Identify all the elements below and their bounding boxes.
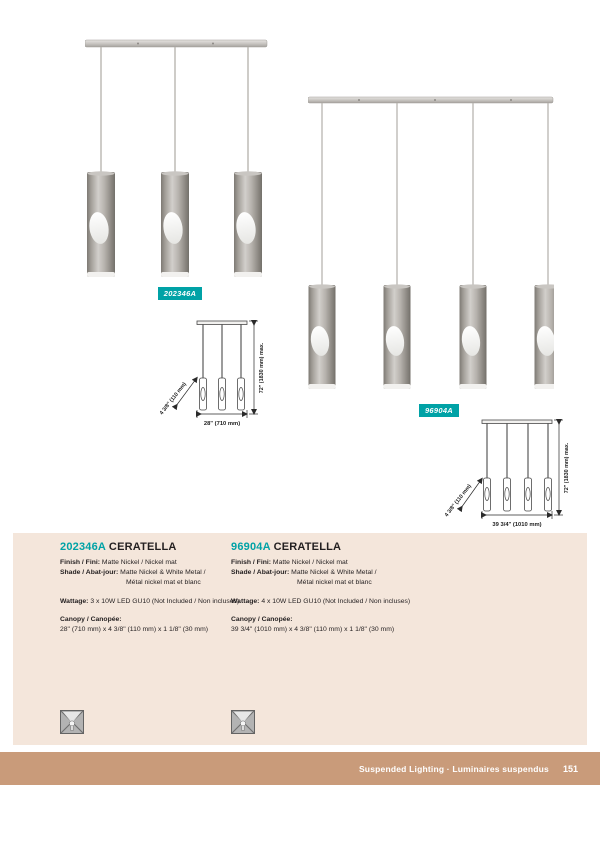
depth-dimension-label: 4 3/8" (110 mm) [443, 483, 473, 519]
gu10-lamp-icon [231, 710, 255, 734]
canopy-label: Canopy / Canopée: [60, 616, 122, 624]
pendant-shade [309, 284, 336, 389]
diagram-canopy-bar [482, 420, 552, 424]
width-dimension [482, 511, 552, 519]
wattage-value: 4 x 10W LED GU10 (Not Included / Non incluses) [261, 597, 411, 605]
footer-section-title: Suspended Lighting · Luminaires suspendus [358, 763, 549, 774]
spec-panel [13, 533, 587, 745]
height-dimension [554, 420, 563, 515]
wattage-value: 3 x 10W LED GU10 (Not Included / Non incluses) [90, 597, 240, 605]
diagram-cords [203, 325, 241, 379]
pendant-shades [309, 284, 555, 389]
diagram-pendants [200, 378, 245, 410]
screw-dot [358, 99, 360, 101]
width-dimension-label: 28" (710 mm) [203, 421, 241, 427]
pendant-shade [161, 171, 189, 277]
depth-dimension-label: 4 3/8" (110 mm) [158, 381, 188, 417]
height-dimension-label: 72" (1830 mm) max. [564, 442, 570, 494]
shade-value-1: Matte Nickel & White Metal / [120, 568, 206, 576]
screw-dot [137, 43, 139, 45]
canopy-value-line [231, 625, 481, 635]
shade-label: Shade / Abat-jour: [60, 568, 119, 576]
wattage-line [231, 597, 481, 607]
diagram-pendants [484, 478, 552, 511]
product-spec-96904A [231, 541, 481, 635]
sku-badge: 202346A [158, 287, 202, 300]
pendant-shade [535, 284, 555, 389]
diagram-cords [487, 424, 548, 479]
sku-badge: 96904A [419, 404, 459, 417]
footer-bar [0, 752, 600, 785]
shade-value-2: Métal nickel mat et blanc [297, 578, 372, 586]
pendant-shades [87, 171, 262, 277]
shade-line [231, 568, 481, 578]
canopy-bar [85, 40, 267, 47]
screw-dot [434, 99, 436, 101]
pendant-shade [384, 284, 411, 389]
product-title [231, 541, 481, 553]
diagram-canopy-bar [197, 321, 247, 325]
canopy-bar [308, 97, 553, 103]
finish-line [231, 558, 481, 568]
wattage-label: Wattage: [60, 597, 89, 605]
shade-value-2: Métal nickel mat et blanc [126, 578, 201, 586]
pendant-shade [460, 284, 487, 389]
dimension-diagram-3-light [150, 314, 272, 432]
canopy-value: 39 3/4" (1010 mm) x 4 3/8" (110 mm) x 1 1/8" (30 mm) [231, 626, 395, 634]
product-sku: 96904A [231, 541, 271, 553]
wattage-label: Wattage: [231, 597, 260, 605]
width-dimension-label: 39 3/4" (1010 mm) [492, 522, 542, 528]
height-dimension-label: 72" (1830 mm) max. [259, 342, 265, 394]
finish-label: Finish / Fini: [60, 559, 101, 566]
gu10-lamp-icon [60, 710, 84, 734]
cords [322, 103, 548, 286]
canopy-label: Canopy / Canopée: [231, 616, 293, 624]
product-sku: 202346A [60, 541, 106, 553]
shade-value-1: Matte Nickel & White Metal / [291, 568, 377, 576]
dimension-diagram-4-light [438, 414, 573, 536]
footer-page-number: 151 [562, 763, 578, 774]
product-photo-3-light [85, 38, 270, 280]
pendant-shade [87, 171, 115, 277]
canopy-value: 28" (710 mm) x 4 3/8" (110 mm) x 1 1/8" (30 mm) [60, 626, 209, 634]
product-photo-4-light [308, 95, 554, 393]
screw-dot [510, 99, 512, 101]
shade-label: Shade / Abat-jour: [231, 568, 290, 576]
shade-line-2 [231, 578, 481, 588]
product-name: CERATELLA [273, 541, 342, 553]
product-name: CERATELLA [108, 541, 177, 553]
height-dimension [249, 321, 258, 414]
canopy-label-line [231, 615, 481, 625]
finish-value: Matte Nickel / Nickel mat [272, 559, 348, 566]
width-dimension [197, 410, 247, 418]
finish-value: Matte Nickel / Nickel mat [101, 559, 177, 566]
finish-label: Finish / Fini: [231, 559, 272, 566]
screw-dot [212, 43, 214, 45]
pendant-shade [234, 171, 262, 277]
cords [101, 47, 248, 173]
